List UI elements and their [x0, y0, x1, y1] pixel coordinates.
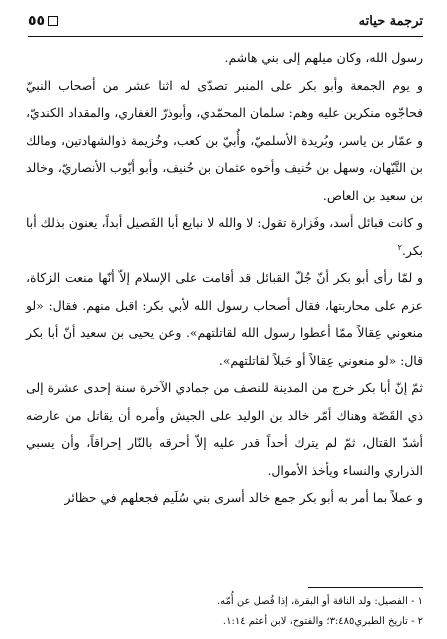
- header-rule: [28, 36, 423, 37]
- page-number: ٥٥: [28, 13, 46, 29]
- paragraph-4: و لمّا رأى أبو بكر أنّ جُلّ القبائل قد أقامت على الإسلام إلاّ أنّها منعت الزكاة، عزم على محاربتها، فقال أصحاب رسول الله لأبي بكر: اقبل منهم. فقال: «لو منعوني عِقالاً ممّا أعطوا رسول الله لقاتلتهم». وعن يحيى بن سعيد أنّ أبا بكر قال: «لو منعوني عِقالاً أو حَبلاً لقاتلتهم».: [26, 270, 423, 368]
- running-title: ترجمة حياته: [358, 13, 423, 29]
- paragraph-5: ثمّ إنّ أبا بكر خرج من المدينة للنصف من جمادي الآخرة سنة إحدى عشرة إلى ذي القَصّة وهناك أمّر خالد بن الوليد على الجيش وأمره أن يقاتل من عارضه أشدّ القتال، ثمّ لم يترك أحداً قدر عليه إلاّ أحرقه بالنّار إحراقاً، وأن يسبي الذراري والنساء ويأخذ الأموال.: [26, 380, 423, 478]
- footnote-rule: [308, 587, 423, 588]
- footnote-1: ١ - الفصيل: ولد الناقة أو البقرة، إذا فُصل عن أُمّه.: [217, 596, 423, 607]
- page-number-box: [28, 13, 58, 29]
- running-header: [28, 10, 423, 32]
- body-text: [26, 44, 423, 512]
- paragraph-3: [26, 209, 423, 264]
- paragraph-2: و يوم الجمعة وأبو بكر على المنبر تصدّى له اثنا عشر من أصحاب النبيّ فحاجّوه منكرين عليه وهم: سلمان المحمّدي، وأبوذرّ الغفاري، والمقداد الكنديّ، و عمّار بن ياسر، وبُريدة الأسلميّ، وأُبيّ بن كعب، وخُزيمة ذوالشهادتين، ومالك بن التَّيّهان، وسهل بن حُنيف وأخوه عثمان بن حُنيف، وأبو أيّوب الأنصاريّ، وخالد بن سعيد بن العاص.: [26, 77, 423, 203]
- footnote-ref-2[interactable]: ٢: [397, 242, 402, 252]
- square-icon: [48, 16, 58, 26]
- footnote-2: ٢ - تاريخ الطبري٣:٤٨٥؛ والفتوح، لابن أعثم ١:١٤.: [222, 616, 423, 627]
- paragraph-6: و عملاً بما أمر به أبو بكر جمع خالد أسرى بني سُلَيم فجعلهم في حظائر: [64, 490, 423, 505]
- paragraph-3-text: و كانت قبائل أسد، وفَزارة تقول: لا والله لا نبايع أبا الفَصيل أبداً، يعنون بذلك أبا بكر.: [26, 215, 423, 258]
- footnotes: [26, 592, 423, 632]
- paragraph-1: رسول الله، وكان ميلهم إلى بني هاشم.: [224, 50, 423, 65]
